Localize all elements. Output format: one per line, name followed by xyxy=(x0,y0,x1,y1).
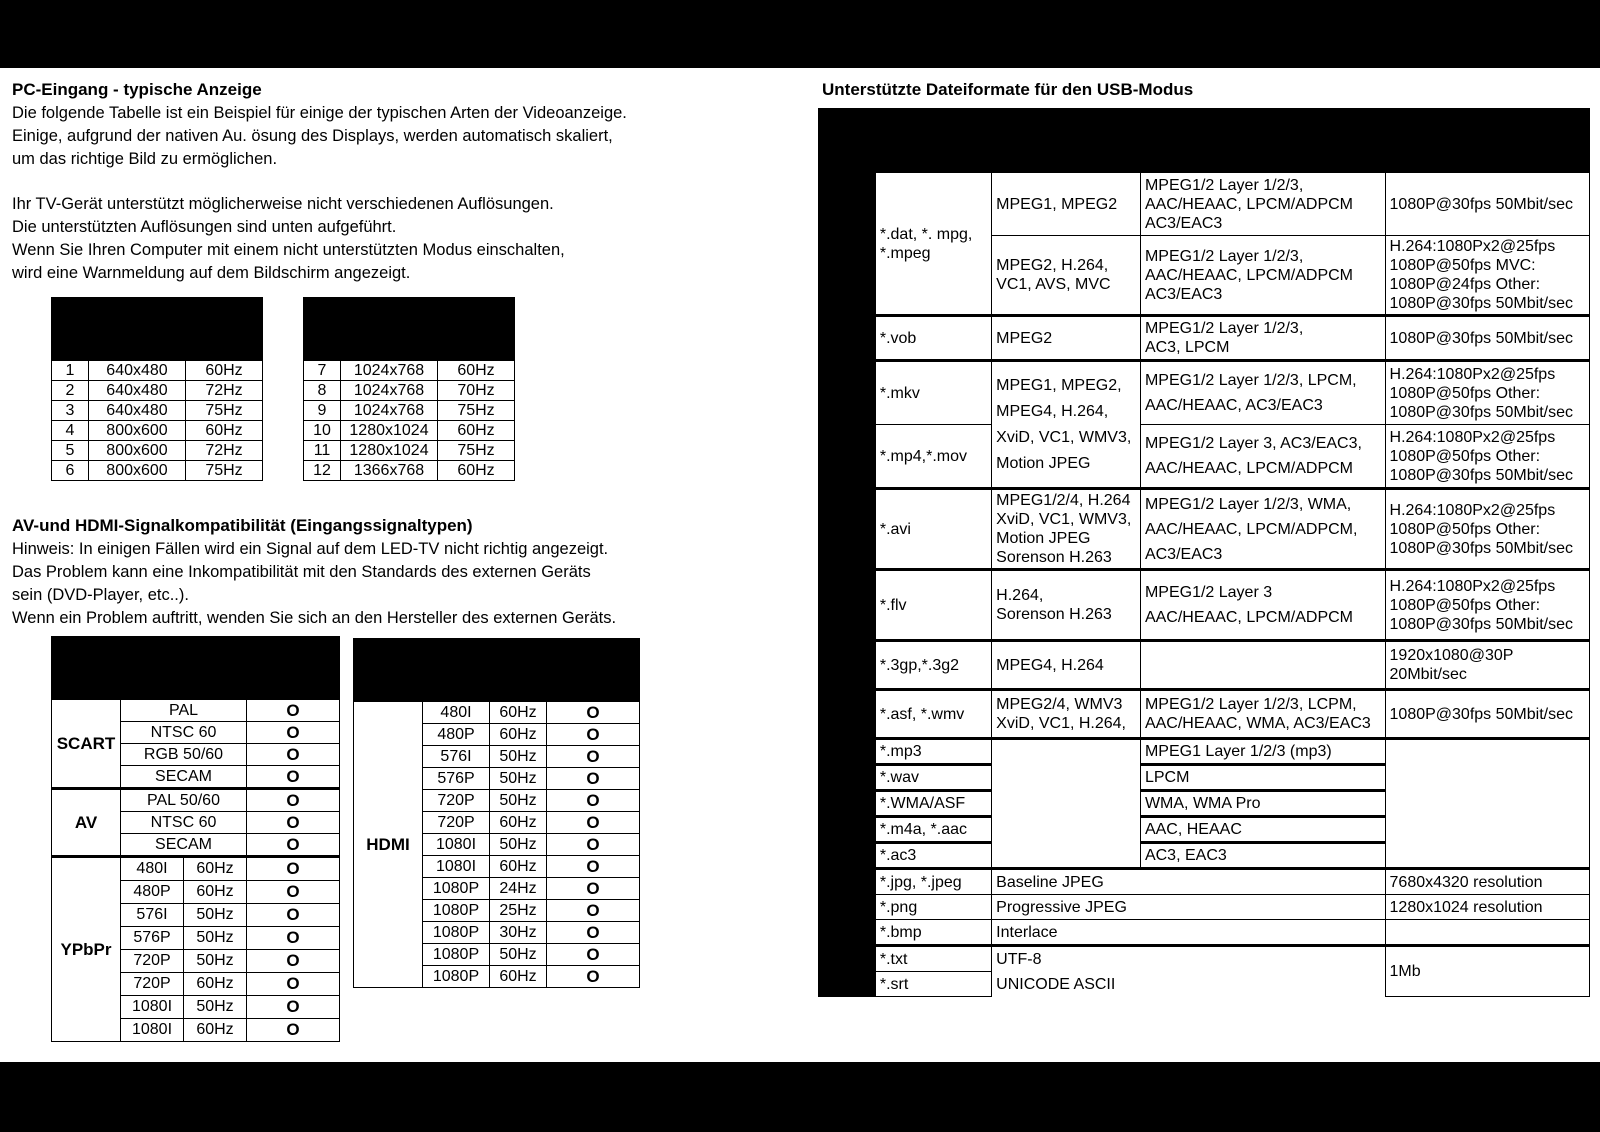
signal-format: 720P xyxy=(121,973,184,996)
signal-format: 720P xyxy=(423,790,490,812)
frequency-value: 60Hz xyxy=(438,421,515,441)
frequency-value: 60Hz xyxy=(438,361,515,381)
supported-mark: O xyxy=(247,857,340,881)
signal-frequency: 60Hz xyxy=(490,724,547,746)
text-line: Das Problem kann eine Inkompatibilität mit den Standards des externen Geräts xyxy=(12,563,591,581)
signal-frequency: 50Hz xyxy=(490,790,547,812)
supported-mark: O xyxy=(547,812,640,834)
spec-value: 7680x4320 resolution xyxy=(1385,869,1589,895)
mode-number: 3 xyxy=(52,401,89,421)
signal-frequency: 25Hz xyxy=(490,900,547,922)
supported-mark: O xyxy=(547,900,640,922)
signal-frequency: 50Hz xyxy=(184,927,247,950)
signal-frequency: 60Hz xyxy=(490,966,547,988)
pc-para-1 xyxy=(12,102,627,171)
video-format-row xyxy=(819,172,1590,236)
hdmi-signal-table xyxy=(353,638,640,988)
signal-frequency: 50Hz xyxy=(184,996,247,1019)
video-codec: MPEG2, H.264, VC1, AVS, MVC xyxy=(992,236,1141,316)
resolution-row xyxy=(304,421,515,441)
mode-number: 5 xyxy=(52,441,89,461)
resolution-row xyxy=(304,401,515,421)
file-extension: *.jpg, *.jpeg xyxy=(875,869,991,895)
mode-number: 4 xyxy=(52,421,89,441)
usb-section-title: Unterstützte Dateiformate für den USB-Modus xyxy=(822,80,1194,99)
text-line: sein (DVD-Player, etc..). xyxy=(12,586,189,604)
video-format-row xyxy=(819,425,1590,489)
mode-number: 9 xyxy=(304,401,341,421)
signal-format: 480I xyxy=(423,702,490,724)
signal-row xyxy=(52,700,340,722)
file-extension: *.3gp,*.3g2 xyxy=(875,641,991,690)
resolution-value: 1280x1024 xyxy=(341,441,438,461)
pc-para-2 xyxy=(12,193,565,285)
video-format-row xyxy=(819,641,1590,690)
supported-mark: O xyxy=(247,904,340,927)
resolution-value: 640x480 xyxy=(89,361,186,381)
signal-format: 1080P xyxy=(423,878,490,900)
spec-value: H.264:1080Px2@25fps 1080P@50fps Other: 1080P@30fps 50Mbit/sec xyxy=(1385,489,1589,570)
file-extension: *.vob xyxy=(875,316,991,361)
mode-number: 1 xyxy=(52,361,89,381)
signal-format: 576P xyxy=(121,927,184,950)
signal-format: 480P xyxy=(121,881,184,904)
resolution-row xyxy=(304,461,515,481)
spec-value: 1080P@30fps 50Mbit/sec xyxy=(1385,316,1589,361)
signal-frequency: 60Hz xyxy=(490,812,547,834)
supported-mark: O xyxy=(547,878,640,900)
video-format-row xyxy=(819,570,1590,641)
supported-mark: O xyxy=(247,996,340,1019)
image-format-row xyxy=(819,869,1590,895)
header-bar xyxy=(0,0,1600,68)
file-extension: *.mp3 xyxy=(875,739,991,765)
signal-name: RGB 50/60 xyxy=(121,744,247,766)
resolution-value: 1024x768 xyxy=(341,361,438,381)
supported-mark: O xyxy=(247,881,340,904)
signal-frequency: 60Hz xyxy=(184,973,247,996)
group-label-ypbpr: YPbPr xyxy=(52,857,121,1042)
audio-codec: MPEG1 Layer 1/2/3 (mp3) xyxy=(1140,739,1385,765)
pc-resolution-table-left xyxy=(51,297,263,481)
signal-format: 720P xyxy=(423,812,490,834)
file-extension: *.ac3 xyxy=(875,843,991,869)
signal-row xyxy=(52,789,340,812)
image-codec: Progressive JPEG xyxy=(992,895,1385,920)
resolution-row xyxy=(304,361,515,381)
spec-value xyxy=(1385,920,1589,946)
frequency-value: 75Hz xyxy=(438,401,515,421)
signal-format: 1080I xyxy=(121,1019,184,1042)
category-cell-image xyxy=(819,869,876,946)
spec-value: 1080P@30fps 50Mbit/sec xyxy=(1385,690,1589,739)
audio-codec: LPCM xyxy=(1140,765,1385,791)
image-codec: Interlace xyxy=(992,920,1385,946)
supported-mark: O xyxy=(547,746,640,768)
resolution-row xyxy=(52,421,263,441)
category-cell-subtitle xyxy=(819,946,876,997)
mode-number: 2 xyxy=(52,381,89,401)
signal-row xyxy=(52,857,340,881)
text-line: Ihr TV-Gerät unterstützt möglicherweise nicht verschiedenen Auflösungen. xyxy=(12,195,554,213)
resolution-row xyxy=(52,441,263,461)
frequency-value: 75Hz xyxy=(186,401,263,421)
supported-mark: O xyxy=(247,744,340,766)
signal-format: 1080I xyxy=(423,856,490,878)
signal-format: 1080I xyxy=(423,834,490,856)
signal-format: 576P xyxy=(423,768,490,790)
mode-number: 11 xyxy=(304,441,341,461)
supported-mark: O xyxy=(247,927,340,950)
spec-value: 1080P@30fps 50Mbit/sec xyxy=(1385,172,1589,236)
category-cell-video xyxy=(819,172,876,739)
video-codec: MPEG1, MPEG2, MPEG4, H.264, XviD, VC1, WMV3, Motion JPEG xyxy=(992,361,1141,489)
footer-bar xyxy=(0,1062,1600,1132)
spec-value: 1Mb xyxy=(1385,946,1589,997)
signal-frequency: 50Hz xyxy=(490,834,547,856)
usb-format-table xyxy=(818,108,1590,997)
file-extension: *.png xyxy=(875,895,991,920)
supported-mark: O xyxy=(547,834,640,856)
supported-mark: O xyxy=(547,944,640,966)
mode-number: 10 xyxy=(304,421,341,441)
frequency-value: 60Hz xyxy=(438,461,515,481)
resolution-value: 1366x768 xyxy=(341,461,438,481)
supported-mark: O xyxy=(547,768,640,790)
signal-row xyxy=(354,702,640,724)
audio-codec: MPEG1/2 Layer 3, AC3/EAC3, AAC/HEAAC, LPCM/ADPCM xyxy=(1140,425,1385,489)
audio-codec: MPEG1/2 Layer 1/2/3, AAC/HEAAC, LPCM/ADPCM AC3/EAC3 xyxy=(1140,172,1385,236)
audio-codec: AC3, EAC3 xyxy=(1140,843,1385,869)
signal-format: 1080P xyxy=(423,966,490,988)
supported-mark: O xyxy=(247,789,340,812)
audio-codec: AAC, HEAAC xyxy=(1140,817,1385,843)
pc-resolution-table-right xyxy=(303,297,515,481)
signal-format: 576I xyxy=(423,746,490,768)
spec-value: H.264:1080Px2@25fps 1080P@50fps MVC: 1080P@24fps Other: 1080P@30fps 50Mbit/sec xyxy=(1385,236,1589,316)
file-extension: *.bmp xyxy=(875,920,991,946)
signal-name: SECAM xyxy=(121,834,247,857)
text-line: Wenn ein Problem auftritt, wenden Sie sich an den Hersteller des externen Geräts. xyxy=(12,609,617,627)
signal-format: 1080P xyxy=(423,922,490,944)
subtitle-encoding: UTF-8 xyxy=(992,946,1385,972)
signal-name: NTSC 60 xyxy=(121,722,247,744)
file-extension: *.txt xyxy=(875,946,991,972)
signal-frequency: 60Hz xyxy=(184,857,247,881)
signal-frequency: 30Hz xyxy=(490,922,547,944)
audio-codec: MPEG1/2 Layer 1/2/3, LPCM, AAC/HEAAC, AC3/EAC3 xyxy=(1140,361,1385,425)
spec-value: 1280x1024 resolution xyxy=(1385,895,1589,920)
file-extension: *.wav xyxy=(875,765,991,791)
video-codec: MPEG2 xyxy=(992,316,1141,361)
spec-value: H.264:1080Px2@25fps 1080P@50fps Other: 1080P@30fps 50Mbit/sec xyxy=(1385,425,1589,489)
spec-value: 1920x1080@30P 20Mbit/sec xyxy=(1385,641,1589,690)
spec-value: H.264:1080Px2@25fps 1080P@50fps Other: 1080P@30fps 50Mbit/sec xyxy=(1385,361,1589,425)
group-label-scart: SCART xyxy=(52,700,121,789)
empty-cell xyxy=(1385,739,1589,869)
supported-mark: O xyxy=(247,834,340,857)
video-codec: H.264, Sorenson H.263 xyxy=(992,570,1141,641)
mode-number: 6 xyxy=(52,461,89,481)
frequency-value: 75Hz xyxy=(186,461,263,481)
supported-mark: O xyxy=(247,722,340,744)
video-codec: MPEG1/2/4, H.264 XviD, VC1, WMV3, Motion JPEG Sorenson H.263 xyxy=(992,489,1141,570)
supported-mark: O xyxy=(547,966,640,988)
video-codec: MPEG1, MPEG2 xyxy=(992,172,1141,236)
signal-frequency: 24Hz xyxy=(490,878,547,900)
supported-mark: O xyxy=(247,973,340,996)
resolution-row xyxy=(52,401,263,421)
frequency-value: 60Hz xyxy=(186,361,263,381)
frequency-value: 72Hz xyxy=(186,441,263,461)
text-line: um das richtige Bild zu ermöglichen. xyxy=(12,150,278,168)
mode-number: 12 xyxy=(304,461,341,481)
signal-frequency: 60Hz xyxy=(184,881,247,904)
file-extension: *.m4a, *.aac xyxy=(875,817,991,843)
frequency-value: 72Hz xyxy=(186,381,263,401)
subtitle-format-row xyxy=(819,946,1590,972)
file-extension: *.WMA/ASF xyxy=(875,791,991,817)
resolution-value: 640x480 xyxy=(89,381,186,401)
signal-format: 1080P xyxy=(423,944,490,966)
signal-frequency: 50Hz xyxy=(490,746,547,768)
resolution-row xyxy=(52,381,263,401)
supported-mark: O xyxy=(547,922,640,944)
supported-mark: O xyxy=(547,724,640,746)
spec-value: H.264:1080Px2@25fps 1080P@50fps Other: 1080P@30fps 50Mbit/sec xyxy=(1385,570,1589,641)
supported-mark: O xyxy=(247,766,340,789)
text-line: wird eine Warnmeldung auf dem Bildschirm angezeigt. xyxy=(12,264,411,282)
supported-mark: O xyxy=(247,950,340,973)
audio-codec: MPEG1/2 Layer 1/2/3, AC3, LPCM xyxy=(1140,316,1385,361)
av-section-title: AV-und HDMI-Signalkompatibilität (Eingangssignaltypen) xyxy=(12,516,473,535)
signal-frequency: 60Hz xyxy=(490,856,547,878)
audio-codec xyxy=(1140,641,1385,690)
signal-format: 576I xyxy=(121,904,184,927)
audio-codec: MPEG1/2 Layer 1/2/3, LCPM, AAC/HEAAC, WMA, AC3/EAC3 xyxy=(1140,690,1385,739)
mode-number: 7 xyxy=(304,361,341,381)
image-codec: Baseline JPEG xyxy=(992,869,1385,895)
signal-format: 480P xyxy=(423,724,490,746)
resolution-row xyxy=(52,461,263,481)
supported-mark: O xyxy=(547,702,640,724)
signal-name: PAL xyxy=(121,700,247,722)
frequency-value: 70Hz xyxy=(438,381,515,401)
resolution-row xyxy=(304,381,515,401)
video-format-row xyxy=(819,489,1590,570)
signal-format: 480I xyxy=(121,857,184,881)
subtitle-encoding: UNICODE ASCII xyxy=(992,972,1385,997)
audio-codec: MPEG1/2 Layer 1/2/3, WMA, AAC/HEAAC, LPCM/ADPCM, AC3/EAC3 xyxy=(1140,489,1385,570)
resolution-row xyxy=(304,441,515,461)
supported-mark: O xyxy=(247,700,340,722)
text-line: Hinweis: In einigen Fällen wird ein Signal auf dem LED-TV nicht richtig angezeigt. xyxy=(12,540,609,558)
audio-codec: WMA, WMA Pro xyxy=(1140,791,1385,817)
resolution-value: 1280x1024 xyxy=(341,421,438,441)
file-extension: *.avi xyxy=(875,489,991,570)
file-extension: *.flv xyxy=(875,570,991,641)
resolution-value: 1024x768 xyxy=(341,401,438,421)
signal-format: 1080P xyxy=(423,900,490,922)
file-extension: *.srt xyxy=(875,972,991,997)
text-line: Die folgende Tabelle ist ein Beispiel für einige der typischen Arten der Videoanzeige. xyxy=(12,104,627,122)
resolution-row xyxy=(52,361,263,381)
file-extension: *.asf, *.wmv xyxy=(875,690,991,739)
supported-mark: O xyxy=(247,1019,340,1042)
audio-codec: MPEG1/2 Layer 3 AAC/HEAAC, LPCM/ADPCM xyxy=(1140,570,1385,641)
signal-frequency: 60Hz xyxy=(184,1019,247,1042)
text-line: Wenn Sie Ihren Computer mit einem nicht unterstützten Modus einschalten, xyxy=(12,241,565,259)
text-line: Die unterstützten Auflösungen sind unten aufgeführt. xyxy=(12,218,397,236)
image-format-row xyxy=(819,895,1590,920)
signal-frequency: 60Hz xyxy=(490,702,547,724)
signal-format: 720P xyxy=(121,950,184,973)
av-para xyxy=(12,538,616,630)
image-format-row xyxy=(819,920,1590,946)
video-codec: MPEG2/4, WMV3 XviD, VC1, H.264, xyxy=(992,690,1141,739)
signal-frequency: 50Hz xyxy=(490,944,547,966)
resolution-value: 640x480 xyxy=(89,401,186,421)
audio-codec: MPEG1/2 Layer 1/2/3, AAC/HEAAC, LPCM/ADPCM AC3/EAC3 xyxy=(1140,236,1385,316)
file-extension: *.mkv xyxy=(875,361,991,425)
signal-frequency: 50Hz xyxy=(490,768,547,790)
signal-frequency: 50Hz xyxy=(184,950,247,973)
signal-name: PAL 50/60 xyxy=(121,789,247,812)
file-extension: *.dat, *. mpg, *.mpeg xyxy=(875,172,991,316)
group-label-av: AV xyxy=(52,789,121,857)
text-line: Einige, aufgrund der nativen Au. ösung des Displays, werden automatisch skaliert, xyxy=(12,127,613,145)
pc-section-title: PC-Eingang - typische Anzeige xyxy=(12,80,262,99)
group-label-hdmi: HDMI xyxy=(354,702,423,988)
resolution-value: 800x600 xyxy=(89,441,186,461)
audio-format-row xyxy=(819,739,1590,765)
supported-mark: O xyxy=(247,812,340,834)
resolution-value: 800x600 xyxy=(89,421,186,441)
supported-mark: O xyxy=(547,856,640,878)
signal-name: NTSC 60 xyxy=(121,812,247,834)
supported-mark: O xyxy=(547,790,640,812)
category-cell-audio xyxy=(819,739,876,869)
resolution-value: 800x600 xyxy=(89,461,186,481)
video-format-row xyxy=(819,316,1590,361)
signal-format: 1080I xyxy=(121,996,184,1019)
resolution-value: 1024x768 xyxy=(341,381,438,401)
signal-name: SECAM xyxy=(121,766,247,789)
video-format-row xyxy=(819,361,1590,425)
av-signal-table xyxy=(51,636,340,1042)
video-format-row xyxy=(819,690,1590,739)
empty-cell xyxy=(992,739,1141,869)
frequency-value: 60Hz xyxy=(186,421,263,441)
signal-frequency: 50Hz xyxy=(184,904,247,927)
file-extension: *.mp4,*.mov xyxy=(875,425,991,489)
mode-number: 8 xyxy=(304,381,341,401)
frequency-value: 75Hz xyxy=(438,441,515,461)
video-codec: MPEG4, H.264 xyxy=(992,641,1141,690)
